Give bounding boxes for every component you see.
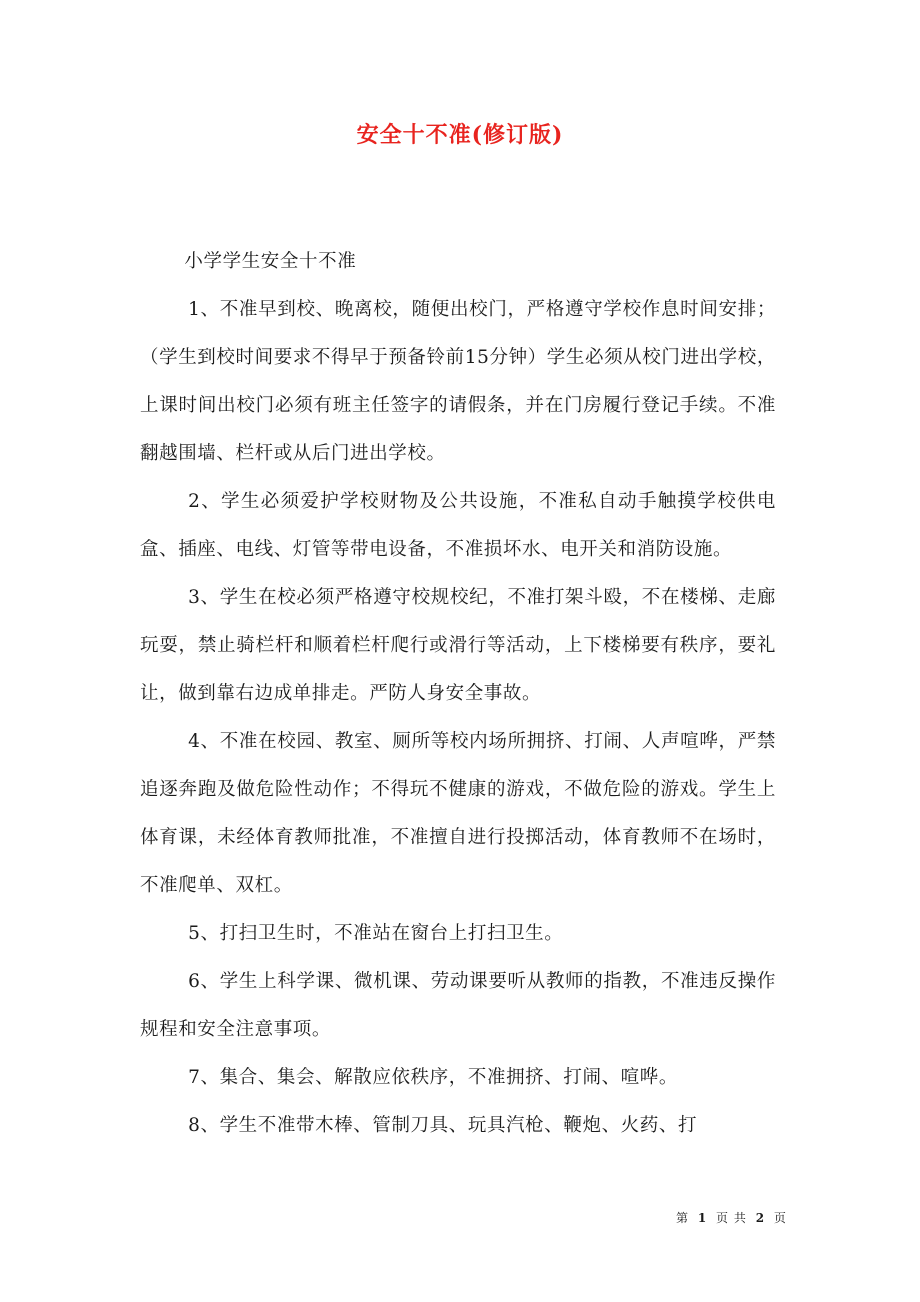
rule-paragraph-5: 5、打扫卫生时，不准站在窗台上打扫卫生。: [188, 923, 564, 944]
footer-current-page: 1: [697, 1211, 708, 1225]
rule-paragraph-6: 6、学生上科学课、微机课、劳动课要听从教师的指教，不准违反操作规程和安全注意事项。: [140, 971, 776, 1040]
document-body: [140, 238, 776, 1150]
document-title: 安全十不准(修订版): [356, 122, 564, 148]
footer-prefix: 第: [676, 1211, 690, 1225]
document-subtitle: 小学学生安全十不准: [184, 251, 357, 272]
footer-total-pages: 2: [755, 1211, 766, 1225]
footer-suffix: 页: [773, 1211, 787, 1225]
rule-paragraph-4: 4、不准在校园、教室、厕所等校内场所拥挤、打闹、人声喧哗，严禁追逐奔跑及做危险性动作；不得玩不健康的游戏，不做危险的游戏。学生上体育课，未经体育教师批准，不准擅自进行投掷活动，体育教师不在场时，不准爬单、双杠。: [140, 731, 776, 896]
rule-paragraph-1: 1、不准早到校、晚离校，随便出校门，严格遵守学校作息时间安排；（学生到校时间要求不得早于预备铃前15分钟）学生必须从校门进出学校，上课时间出校门必须有班主任签字的请假条，并在门房履行登记手续。不准翻越围墙、栏杆或从后门进出学校。: [140, 299, 776, 464]
rule-paragraph-7: 7、集合、集会、解散应依秩序，不准拥挤、打闹、喧哗。: [188, 1067, 678, 1088]
rule-paragraph-8: 8、学生不准带木棒、管制刀具、玩具汽枪、鞭炮、火药、打: [188, 1115, 698, 1136]
footer-middle: 页 共: [716, 1211, 747, 1225]
page-number-footer: [676, 1209, 787, 1226]
rule-paragraph-3: 3、学生在校必须严格遵守校规校纪，不准打架斗殴，不在楼梯、走廊玩耍，禁止骑栏杆和顺着栏杆爬行或滑行等活动，上下楼梯要有秩序，要礼让，做到靠右边成单排走。严防人身安全事故。: [140, 587, 776, 704]
rule-paragraph-2: 2、学生必须爱护学校财物及公共设施，不准私自动手触摸学校供电盒、插座、电线、灯管等带电设备，不准损坏水、电开关和消防设施。: [140, 491, 776, 560]
